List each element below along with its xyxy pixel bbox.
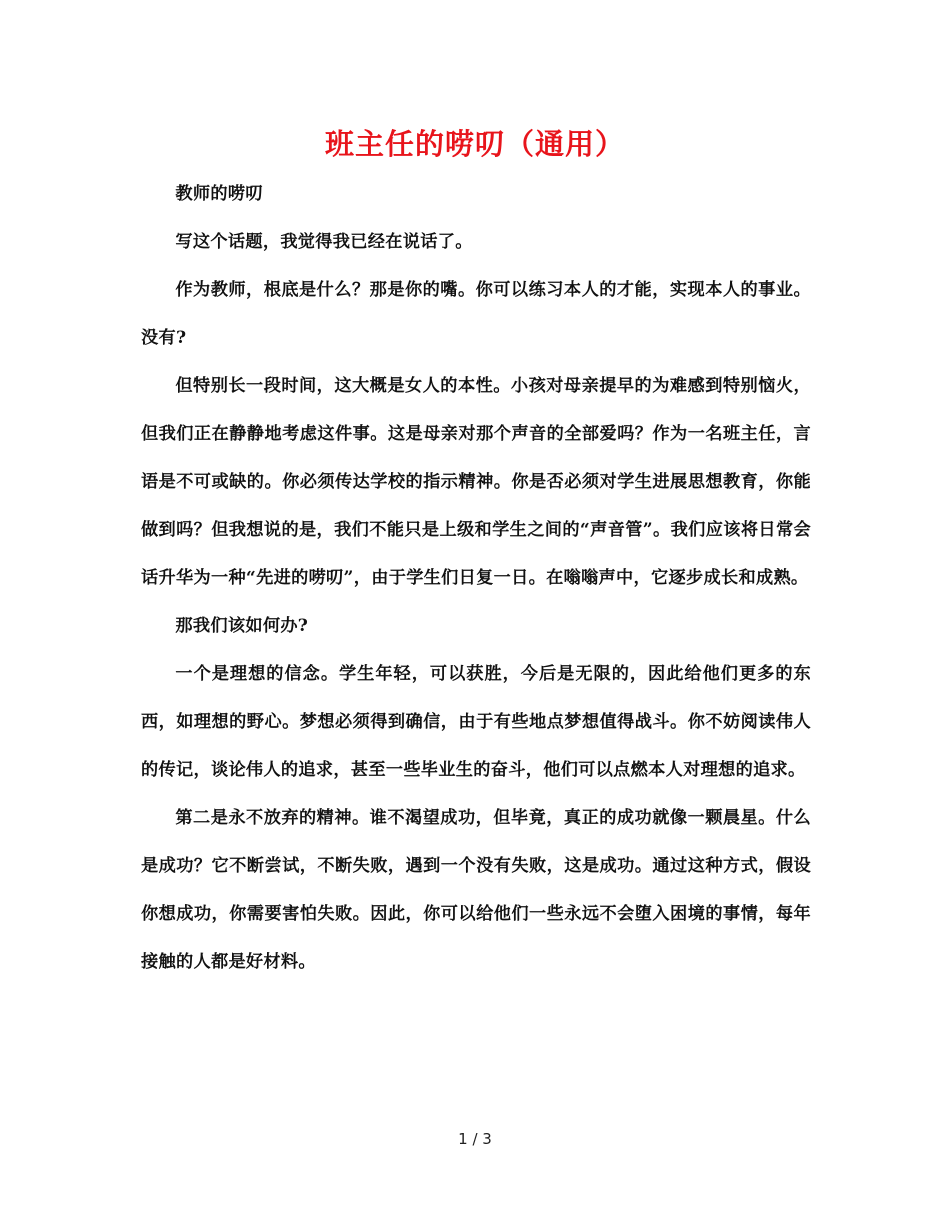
document-body: [141, 170, 811, 986]
paragraph-2: 写这个话题，我觉得我已经在说话了。: [175, 232, 473, 252]
paragraph-7: 第二是永不放弃的精神。谁不渴望成功，但毕竟，真正的成功就像一颗晨星。什么是成功？它不断尝试，不断失败，遇到一个没有失败，这是成功。通过这种方式，假设你想成功，你需要害怕失败。因此，你可以给他们一些永远不会堕入困境的事情，每年接触的人都是好材料。: [141, 808, 811, 972]
document-title: 班主任的唠叨（通用）: [324, 127, 625, 161]
page-number: 1 / 3: [458, 1130, 492, 1148]
paragraph-1: 教师的唠叨: [175, 184, 263, 204]
paragraph-5: 那我们该如何办?: [175, 616, 309, 636]
paragraph-3: 作为教师，根底是什么？那是你的嘴。你可以练习本人的才能，实现本人的事业。没有?: [141, 280, 811, 348]
paragraph-4: 但特别长一段时间，这大概是女人的本性。小孩对母亲提早的为难感到特别恼火，但我们正在静静地考虑这件事。这是母亲对那个声音的全部爱吗？作为一名班主任，言语是不可或缺的。你必须传达学校的指示精神。你是否必须对学生进展思想教育，你能做到吗？但我想说的是，我们不能只是上级和学生之间的“声音管”。我们应该将日常会话升华为一种“先进的唠叨”，由于学生们日复一日。在嗡嗡声中，它逐步成长和成熟。: [141, 376, 811, 588]
paragraph-6: 一个是理想的信念。学生年轻，可以获胜，今后是无限的，因此给他们更多的东西，如理想的野心。梦想必须得到确信，由于有些地点梦想值得战斗。你不妨阅读伟人的传记，谈论伟人的追求，甚至一些毕业生的奋斗，他们可以点燃本人对理想的追求。: [141, 664, 811, 780]
